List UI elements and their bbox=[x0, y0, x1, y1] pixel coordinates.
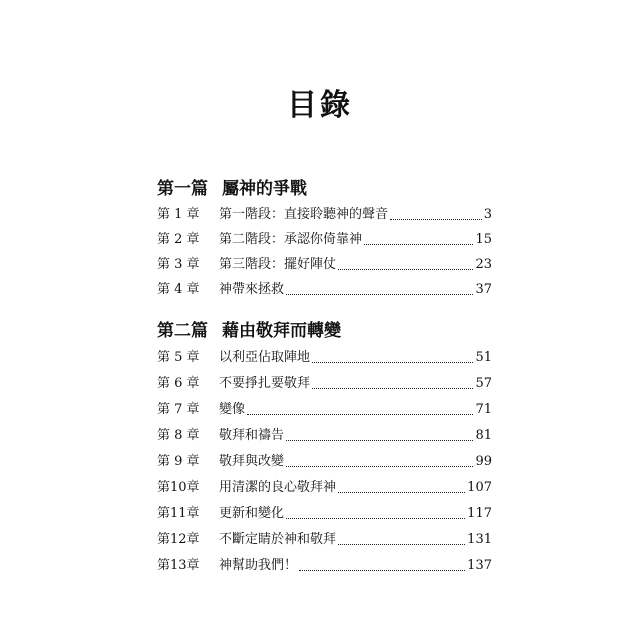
chapter-number: 第 5 章 bbox=[157, 350, 200, 365]
part-heading bbox=[157, 320, 497, 342]
toc-entry[interactable] bbox=[157, 424, 492, 444]
dot-leader bbox=[286, 293, 473, 295]
chapter-number: 第12章 bbox=[157, 532, 200, 547]
page-number: 51 bbox=[475, 350, 492, 365]
chapter-number: 第11章 bbox=[157, 506, 200, 521]
chapter-number: 第 2 章 bbox=[157, 232, 200, 247]
page-number: 117 bbox=[467, 506, 492, 521]
part-title: 屬神的爭戰 bbox=[222, 179, 307, 199]
chapter-title: 第三階段：擺好陣仗 bbox=[219, 257, 337, 272]
toc-entry[interactable] bbox=[157, 346, 492, 366]
chapter-title: 第一階段：直接聆聽神的聲音 bbox=[219, 207, 389, 222]
part-label: 第一篇 bbox=[157, 179, 208, 199]
chapter-number: 第 1 章 bbox=[157, 207, 200, 222]
chapter-number: 第 8 章 bbox=[157, 428, 200, 443]
part-label: 第二篇 bbox=[157, 321, 208, 341]
page-number: 99 bbox=[475, 454, 492, 469]
page-number: 37 bbox=[475, 282, 492, 297]
toc-entry[interactable] bbox=[157, 228, 492, 248]
chapter-number: 第 9 章 bbox=[157, 454, 200, 469]
toc-entry[interactable] bbox=[157, 372, 492, 392]
chapter-title: 神帶來拯救 bbox=[219, 282, 285, 297]
toc-entry[interactable] bbox=[157, 398, 492, 418]
chapter-title: 不斷定睛於神和敬拜 bbox=[219, 532, 337, 547]
chapter-number: 第 7 章 bbox=[157, 402, 200, 417]
chapter-title: 用清潔的良心敬拜神 bbox=[219, 480, 337, 495]
toc-entry[interactable] bbox=[157, 476, 492, 496]
toc-entry[interactable] bbox=[157, 203, 492, 223]
page-number: 71 bbox=[475, 402, 492, 417]
dot-leader bbox=[312, 387, 473, 389]
dot-leader bbox=[299, 569, 465, 571]
chapter-number: 第 4 章 bbox=[157, 282, 200, 297]
part-title: 藉由敬拜而轉變 bbox=[222, 321, 341, 341]
toc-entry[interactable] bbox=[157, 450, 492, 470]
page-title: 目錄 bbox=[287, 88, 353, 123]
dot-leader bbox=[286, 439, 473, 441]
chapter-title: 不要掙扎要敬拜 bbox=[219, 376, 311, 391]
chapter-title: 神幫助我們！ bbox=[219, 558, 298, 573]
page-number: 81 bbox=[475, 428, 492, 443]
chapter-number: 第13章 bbox=[157, 558, 200, 573]
page-number: 57 bbox=[475, 376, 492, 391]
dot-leader bbox=[364, 243, 473, 245]
page-number: 137 bbox=[467, 558, 492, 573]
dot-leader bbox=[338, 543, 465, 545]
dot-leader bbox=[338, 491, 465, 493]
dot-leader bbox=[338, 268, 473, 270]
page-number: 3 bbox=[483, 207, 492, 222]
chapter-title: 變像 bbox=[219, 402, 246, 417]
toc-entry[interactable] bbox=[157, 554, 492, 574]
chapter-title: 更新和變化 bbox=[219, 506, 285, 521]
dot-leader bbox=[247, 413, 473, 415]
page-number: 107 bbox=[467, 480, 492, 495]
part-heading bbox=[157, 178, 497, 200]
page-number: 131 bbox=[467, 532, 492, 547]
toc-entry[interactable] bbox=[157, 253, 492, 273]
dot-leader bbox=[312, 361, 473, 363]
toc-entry[interactable] bbox=[157, 528, 492, 548]
chapter-title: 以利亞佔取陣地 bbox=[219, 350, 311, 365]
chapter-title: 第二階段：承認你倚靠神 bbox=[219, 232, 363, 247]
page-number: 15 bbox=[475, 232, 492, 247]
dot-leader bbox=[286, 517, 465, 519]
toc-entry[interactable] bbox=[157, 278, 492, 298]
dot-leader bbox=[286, 465, 473, 467]
toc-entry[interactable] bbox=[157, 502, 492, 522]
chapter-title: 敬拜與改變 bbox=[219, 454, 285, 469]
page-number: 23 bbox=[475, 257, 492, 272]
chapter-number: 第10章 bbox=[157, 480, 200, 495]
chapter-number: 第 6 章 bbox=[157, 376, 200, 391]
chapter-title: 敬拜和禱告 bbox=[219, 428, 285, 443]
chapter-number: 第 3 章 bbox=[157, 257, 200, 272]
dot-leader bbox=[390, 218, 482, 220]
